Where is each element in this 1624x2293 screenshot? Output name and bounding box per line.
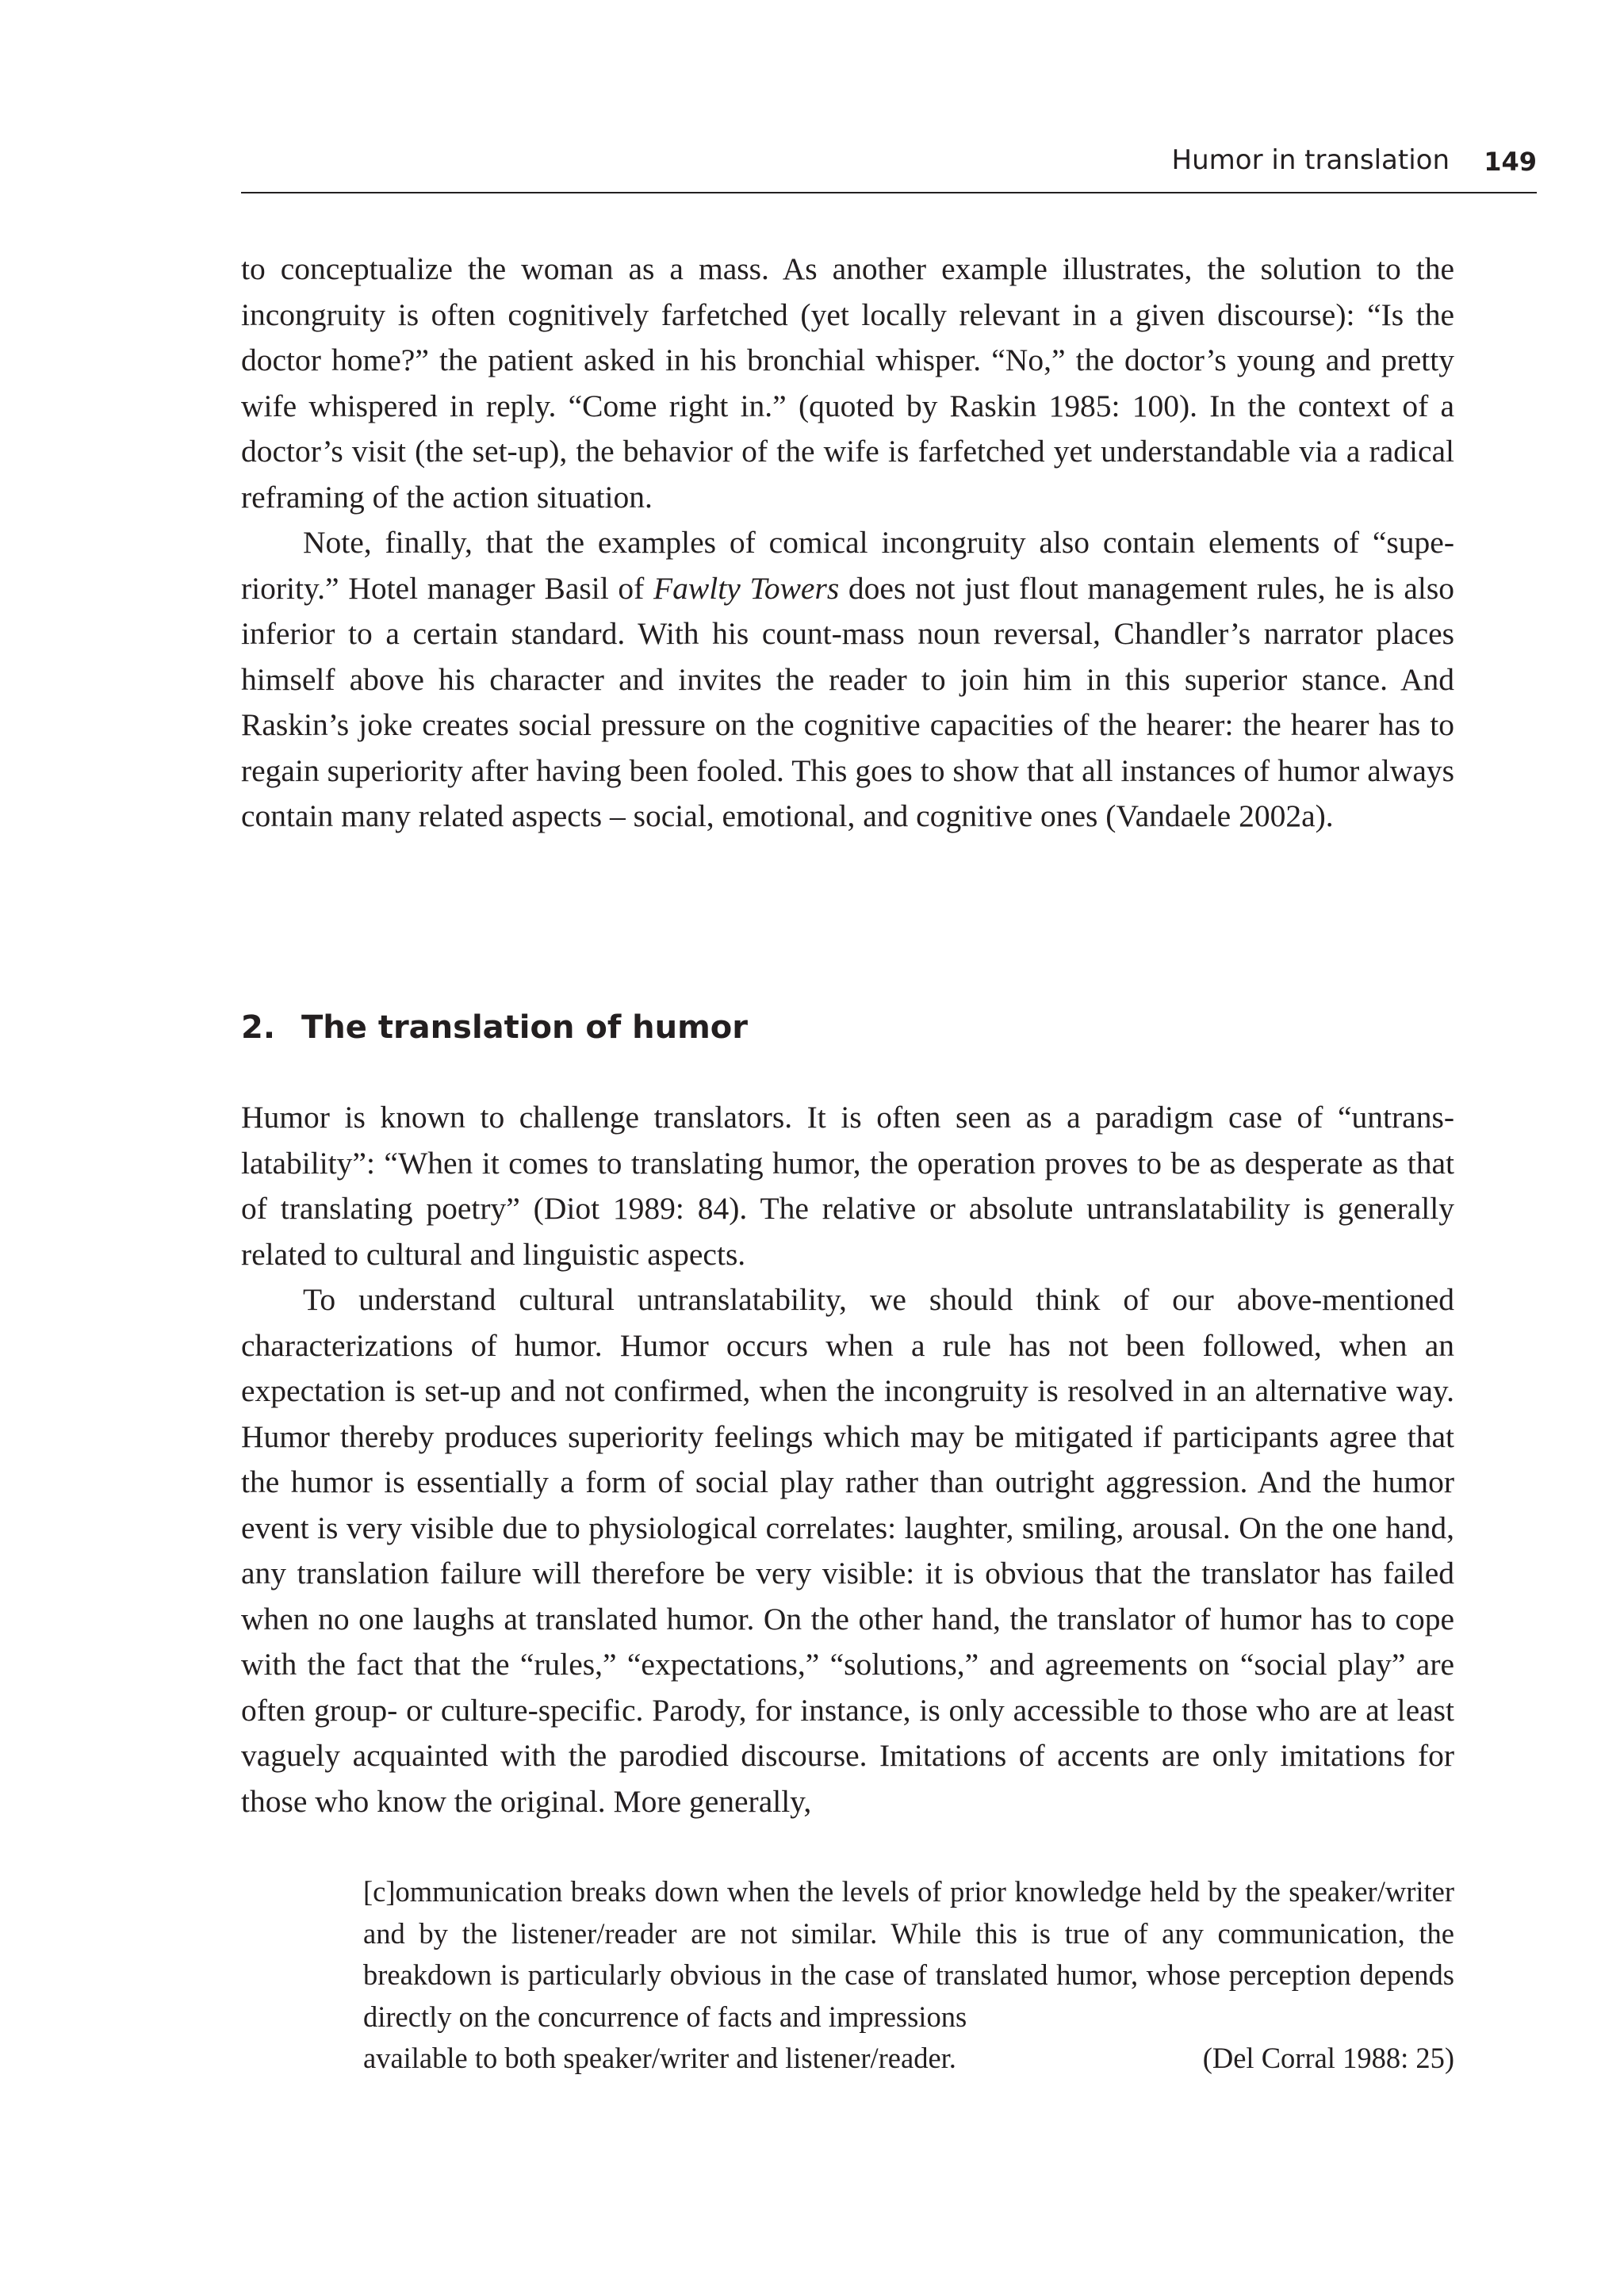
paragraph-3: Humor is known to challenge translators. It is often seen as a paradigm case of “untranslatability”: “When it comes to translating humor, the operation proves to be as desperate as that of translating poetry” (Diot 1989: 84). The relative or absolute untranslatability is generally related to cultural and linguistic aspects. xyxy=(241,1100,1454,1272)
quote-citation: (Del Corral 1988: 25) xyxy=(1202,2042,1454,2074)
paragraph-2-text-b: does not just flout management rules, he is also inferior to a certain standard. With his count-mass noun reversal, Chandler’s narrator places himself above his character and invites the reader to join him in this superior stance. And Raskin’s joke creates social pressure on the cognitive capacities of the hearer: the hearer has to regain superiority after having been fooled. This goes to show that all instances of humor always contain many related aspects – social, emotional, and cognitive ones (Vandaele 2002a). xyxy=(241,570,1455,833)
page-header xyxy=(241,141,1537,193)
section-title: The translation of humor xyxy=(301,1009,749,1046)
paragraph-1: to conceptualize the woman as a mass. As another example illustrates, the solution to the incongruity is often cognitively farfetched (yet locally relevant in a given discourse): “Is the doctor home?” the patient asked in his bronchial whisper. “No,” the doctor’s young and pretty wife whispered in reply. “Come right in.” (quoted by Raskin 1985: 100). In the context of a doctor’s visit (the set-up), the behavior of the wife is farfetched yet understandable via a radical reframing of the action situation. xyxy=(241,251,1454,515)
paragraph-2-text-a: Note, finally, that the examples of comical incongruity also contain elements of “superiority.” Hotel manager Basil of xyxy=(241,525,1454,606)
quote-text: [c]ommunication breaks down when the levels of prior knowledge held by the speaker/writer and by the listener/reader are not similar. While this is true of any communication, the breakdown is particularly obvious in the case of translated humor, whose perception depends directly on the concurrence of facts and impressions xyxy=(363,1875,1454,2033)
page-number: 149 xyxy=(1484,147,1537,177)
section-heading xyxy=(241,1005,748,1050)
paragraph-4: To understand cultural untranslatability, we should think of our above-mentioned characterizations of humor. Humor occurs when a rule has not been followed, when an expectation is set-up and not confirmed, when the incongruity is resolved in an alternative way. Humor thereby produces superiority feelings which may be mitigated if participants agree that the humor is essentially a form of social play rather than outright aggression. And the humor event is very visible due to physiological correlates: laughter, smiling, arousal. On the one hand, any translation failure will therefore be very visible: it is obvious that the translator has failed when no one laughs at translated humor. On the other hand, the translator of humor has to cope with the fact that the “rules,” “expectations,” “solutions,” and agreements on “social play” are often group- or culture-specific. Parody, for instance, is only accessible to those who are at least vaguely acquainted with the parodied discourse. Imitations of accents are only imitations for those who know the original. More generally, xyxy=(241,1282,1454,1819)
paragraph-2 xyxy=(241,520,1454,840)
block-quote xyxy=(363,1871,1454,2080)
section-number: 2. xyxy=(241,1009,276,1046)
quote-last-line xyxy=(363,2038,1454,2080)
show-title-italic: Fawlty Towers xyxy=(653,570,840,606)
running-title: Humor in translation xyxy=(1171,144,1450,176)
quote-text-end: available to both speaker/writer and listener/reader. xyxy=(363,2042,956,2074)
